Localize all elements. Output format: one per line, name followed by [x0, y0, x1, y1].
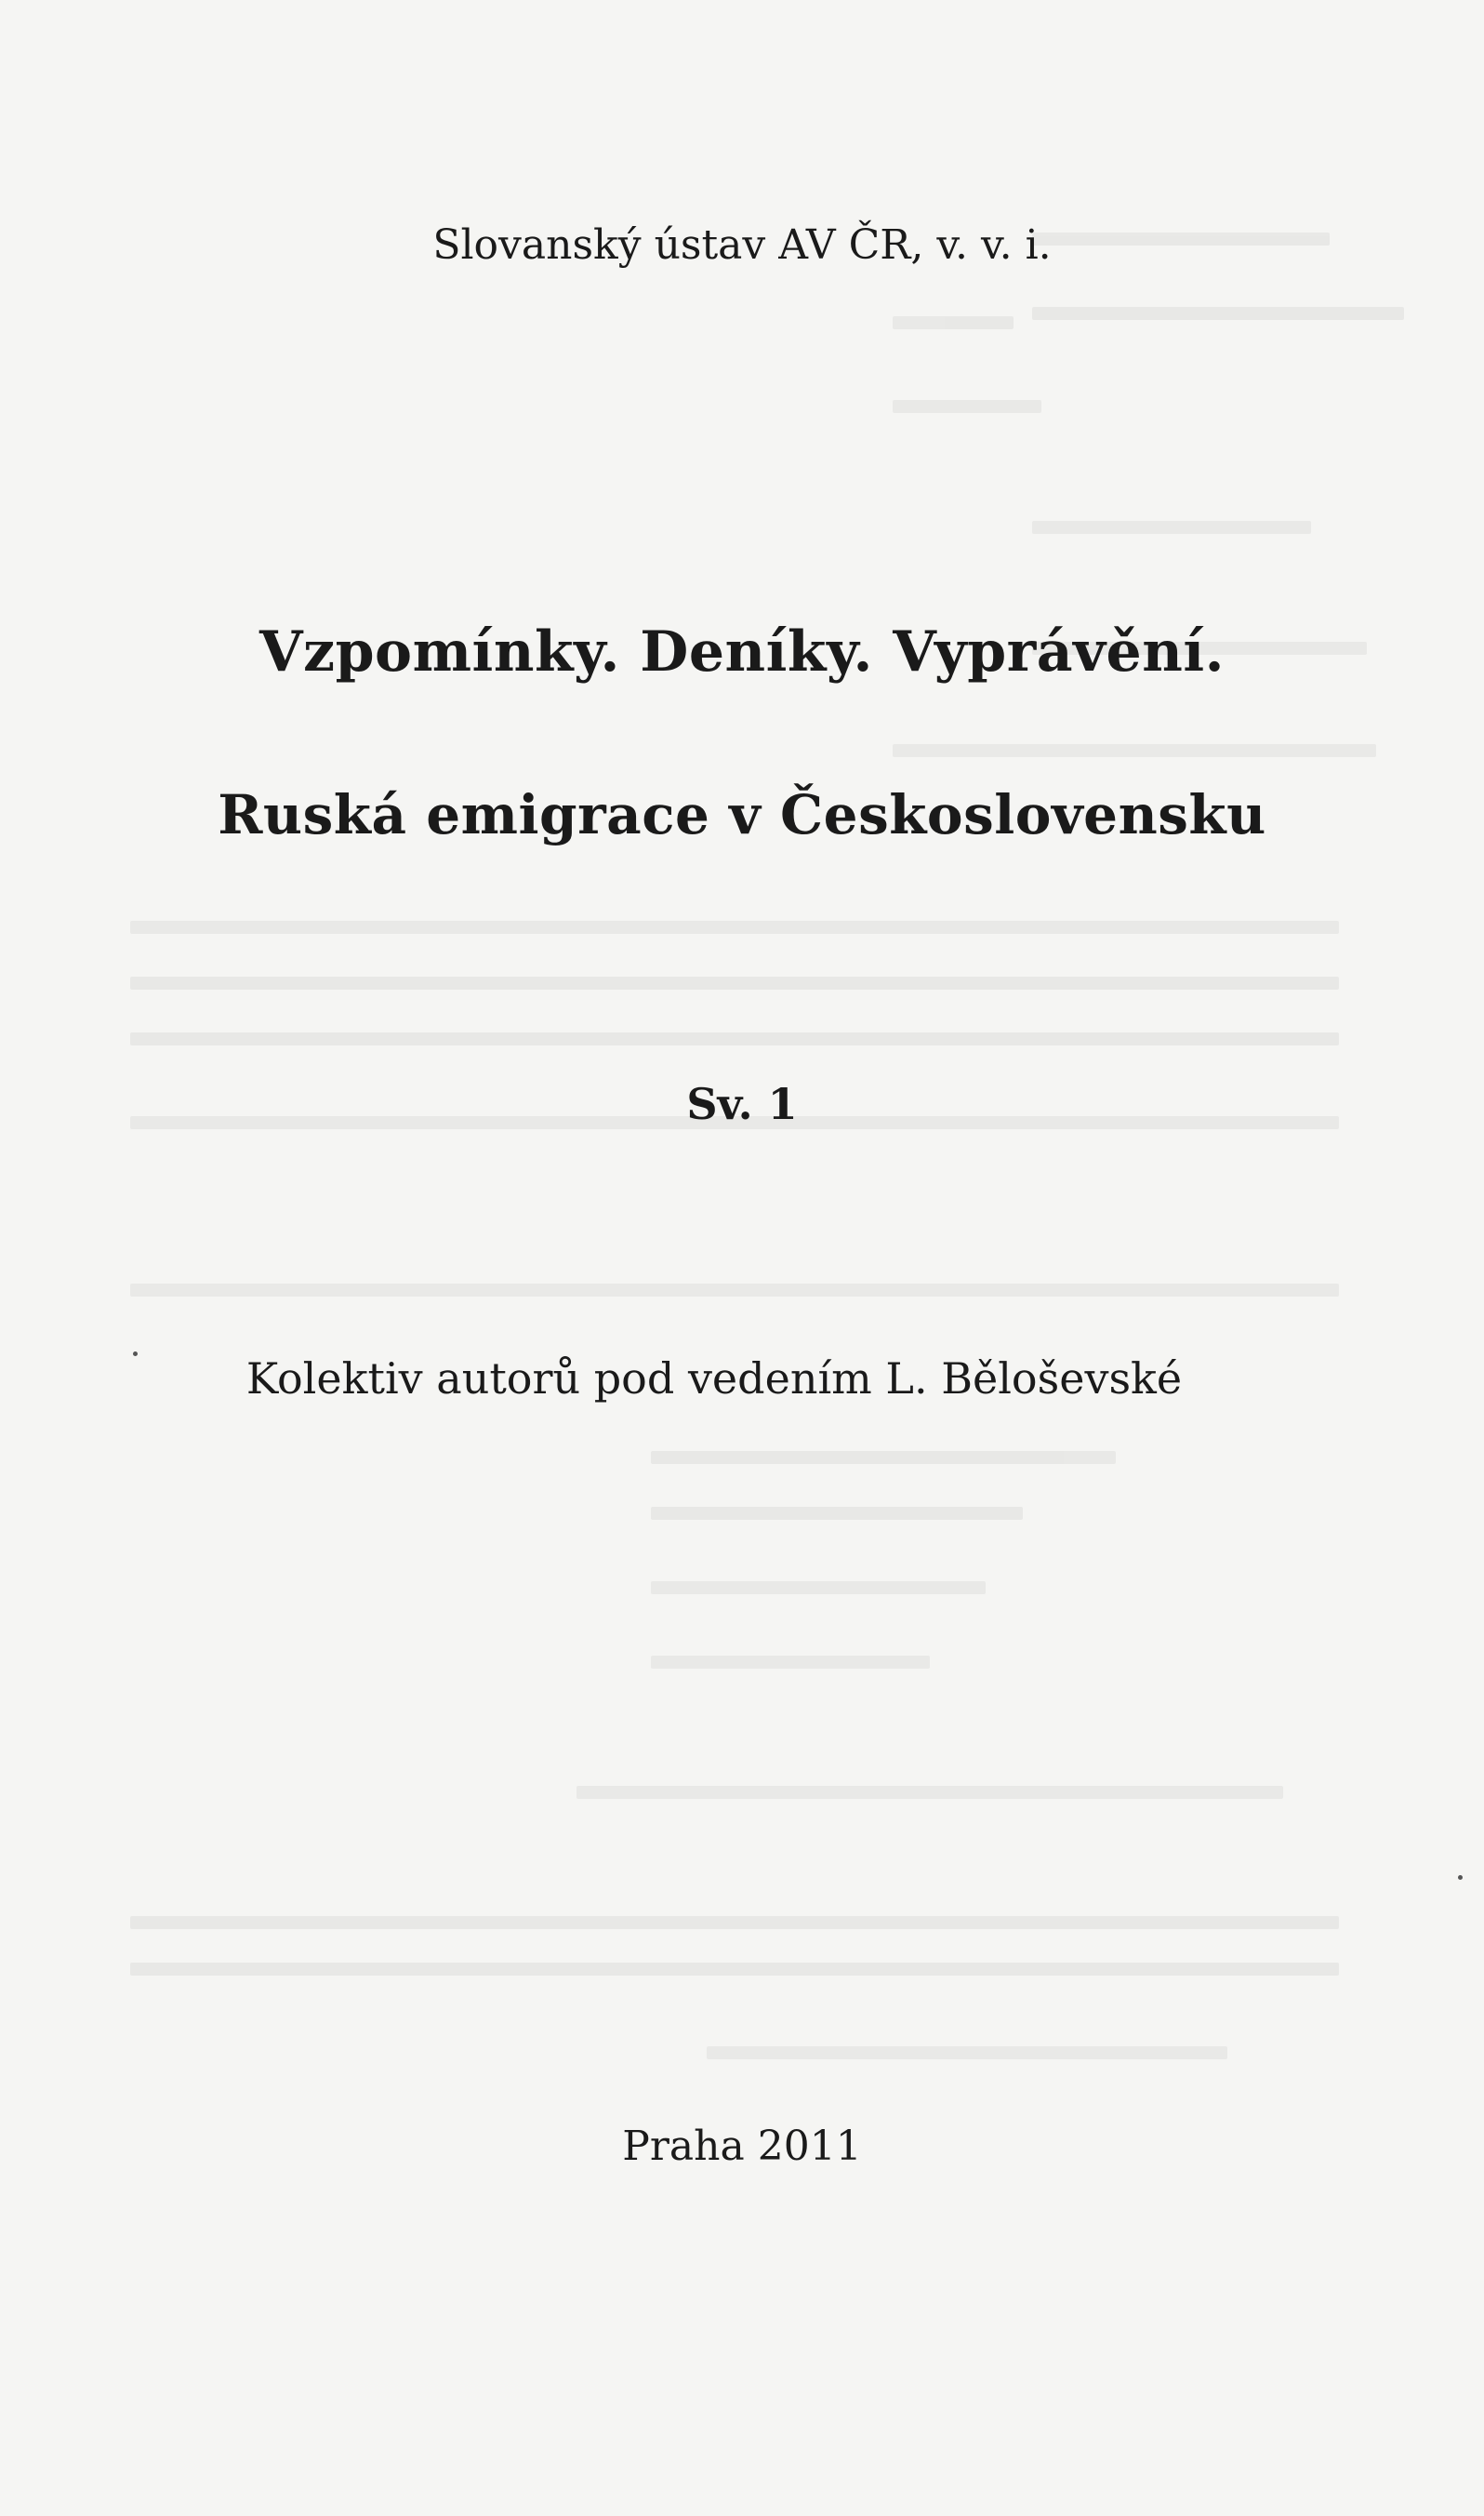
paper-speck [133, 1351, 138, 1356]
publisher-name: Slovanský ústav AV ČR, v. v. i. [432, 221, 1052, 269]
authors-line: Kolektiv autorů pod vedením L. Běloševské [245, 1353, 1183, 1404]
book-title: Vzpomínky. Deníky. Vyprávění. [258, 619, 1226, 685]
volume-number: Sv. 1 [686, 1079, 798, 1129]
imprint-place-year: Praha 2011 [622, 2123, 862, 2170]
paper-speck [1458, 1875, 1463, 1880]
book-subtitle: Ruská emigrace v Československu [218, 783, 1266, 846]
